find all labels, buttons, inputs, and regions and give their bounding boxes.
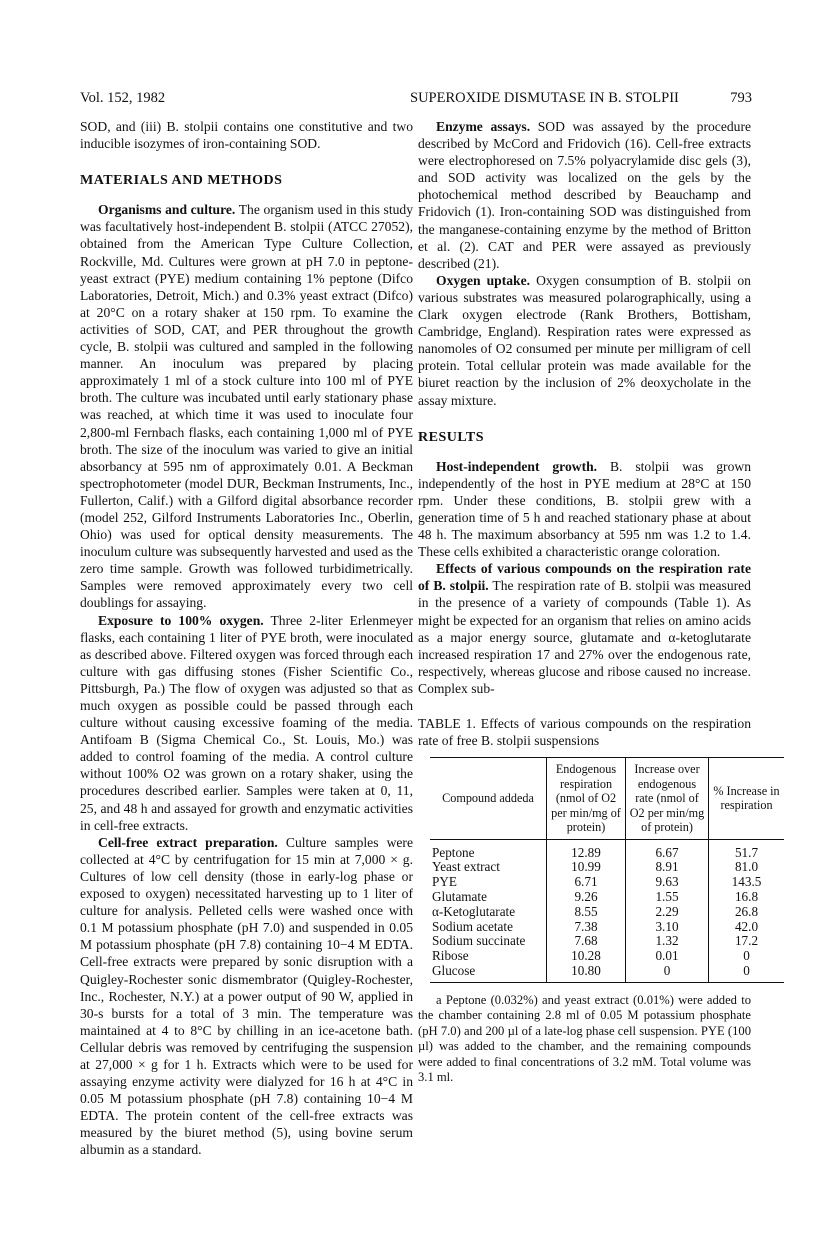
table-row: [430, 860, 784, 875]
subheading-exposure: Exposure to 100% oxygen.: [98, 612, 264, 628]
subheading-effects: Effects of various compounds on the respiration rate of B. stolpii.: [418, 561, 751, 594]
table-cell: 1.55: [626, 890, 709, 905]
table-header-compound: Compound addeda: [430, 758, 547, 840]
page-number: 793: [730, 90, 752, 106]
subheading-organisms: Organisms and culture.: [98, 202, 236, 218]
table-header-percent: % Increase in respiration: [709, 758, 785, 840]
table-cell: 143.5: [709, 875, 785, 890]
subheading-oxygen: Oxygen uptake.: [436, 272, 531, 288]
section-heading-results: RESULTS: [418, 429, 485, 445]
table-header-row: [430, 758, 784, 840]
table-cell: 0.01: [626, 949, 709, 964]
table-cell: 42.0: [709, 920, 785, 935]
section-heading-methods: MATERIALS AND METHODS: [80, 173, 283, 189]
table-row: [430, 949, 784, 964]
table-cell: 10.80: [547, 964, 626, 982]
paragraph-exposure: [80, 612, 413, 834]
table-cell: 7.68: [547, 934, 626, 949]
paragraph-effects: [418, 560, 751, 697]
left-column: [80, 118, 413, 1159]
table-cell: PYE: [432, 874, 457, 890]
table-row: [430, 839, 784, 860]
table-row: [430, 875, 784, 890]
table-cell: 9.63: [626, 875, 709, 890]
right-column: [418, 118, 780, 1086]
text-exposure: Three 2-liter Erlenmeyer flasks, each containing 1 liter of PYE broth, were inoculated as described above. Filtered oxygen was forced through each culture with gas diffusing stones (Fisher Scientific Co., Pittsburgh, Pa.) The flow of oxygen was adjusted so that as much oxygen as possible could be passed through each culture without causing excessive foaming of the media. Antifoam B (Sigma Chemical Co., St. Louis, Mo.) was added to control foaming of the media. A control culture without 100% O2 was grown on a rotary shaker, using the procedures described earlier. Samples were taken at 0, 11, 25, and 48 h and assayed for growth and enzymatic activities in cell-free extracts.: [80, 612, 413, 833]
table-cell: 6.71: [547, 875, 626, 890]
running-header: [80, 90, 752, 110]
table-header-increase: Increase over endogenous rate (nmol of O2 per min/mg of protein): [626, 758, 709, 840]
table-row: [430, 905, 784, 920]
table-cell: Glutamate: [432, 889, 487, 905]
table-cell: Sodium acetate: [432, 918, 513, 934]
table-cell: Sodium succinate: [432, 933, 526, 949]
paragraph-cellfree: [80, 834, 413, 1159]
table-cell: 9.26: [547, 890, 626, 905]
table-cell: Glucose: [430, 964, 547, 982]
table-cell: 0: [709, 964, 785, 982]
text-cellfree: Culture samples were collected at 4°C by centrifugation for 15 min at 7,000 × g. Cultures of low cell density (those in early-log phase or exposed to oxygen) necessitated harvesting up to 1 liter of culture for analysis. Pelleted cells were washed once with 0.1 M potassium phosphate (pH 7.0) and suspended in 0.05 M potassium phosphate (pH 7.8) containing 10−4 M EDTA. Cell-free extracts were prepared by sonic disruption with a Quigley-Rochester sonic dismembrator (Quigley-Rochester, Inc., Rochester, N.Y.) at a power output of 90 W, applied in 30-s bursts for a total of 3 min. The temperature was maintained at 4 to 8°C by chilling in an ice-acetone bath. Cellular debris was removed by centrifuging the suspension at 27,000 × g for 1 h. Extracts which were to be used for assaying enzyme activity were dialyzed for 16 h at 4°C in 0.05 M potassium phosphate (pH 7.8) containing 10−4 M EDTA. The protein content of the cell-free extracts was measured by the biuret method (5), using bovine serum albumin as a standard.: [80, 834, 413, 1158]
table-cell: 17.2: [709, 934, 785, 949]
table-cell: 10.28: [547, 949, 626, 964]
paragraph-enzyme: [418, 118, 751, 272]
respiration-table: [430, 757, 784, 983]
table-row: [430, 934, 784, 949]
table-cell: 7.38: [547, 920, 626, 935]
text-organisms: The organism used in this study was facultatively host-independent B. stolpii (ATCC 27052), obtained from the American Type Culture Collection, Rockville, Md. Cultures were grown at pH 7.0 in peptone-yeast extract (PYE) medium containing 1% peptone (Difco Laboratories, Detroit, Mich.) and 0.3% yeast extract (Difco) at 20°C on a rotary shaker at 150 rpm. To examine the activities of SOD, CAT, and PER throughout the growth cycle, B. stolpii was cultured and sampled in the following manner. An inoculum was prepared by placing approximately 1 ml of a stock culture into 100 ml of PYE broth. The culture was incubated until early stationary phase was reached, at which time it was used to inoculate four 2,800-ml Fernbach flasks, each containing 1,000 ml of PYE broth. The size of the inoculum was varied to give an initial absorbancy at 595 nm of approximately 0.01. A Beckman spectrophotometer (model DUR, Beckman Instruments, Inc., Fullerton, Calif.) with a Gilford digital absorbance recorder (model 252, Gilford Instruments Laboratories Inc., Oberlin, Ohio) was used for optical density measurements. The inoculum culture was subsequently harvested and used as the zero time sample. Growth was followed turbidimetrically. Samples were removed approximately every two cell doublings for assaying.: [80, 202, 413, 611]
table-cell: α-Ketoglutarate: [432, 903, 516, 919]
table-cell: 3.10: [626, 920, 709, 935]
table-cell: 81.0: [709, 860, 785, 875]
table-cell: 2.29: [626, 905, 709, 920]
table-cell: 16.8: [709, 890, 785, 905]
table-cell: 8.91: [626, 860, 709, 875]
table-cell: Ribose: [432, 948, 469, 964]
table-caption: TABLE 1. Effects of various compounds on the respiration rate of free B. stolpii suspensions: [418, 716, 751, 749]
subheading-enzyme: Enzyme assays.: [436, 119, 531, 134]
table-cell: 10.99: [547, 860, 626, 875]
paragraph-oxygen: [418, 272, 751, 409]
table-footnote: a Peptone (0.032%) and yeast extract (0.01%) were added to the chamber containing 2.8 ml of 0.05 M potassium phosphate (pH 7.0) and 200 µl of a late-log phase cell suspension. PYE (100 µl) was added to the chamber, and the remaining compounds were added to final concentrations of 3.2 mM. Total volume was 3.1 ml.: [418, 992, 751, 1085]
text-host: B. stolpii was grown independently of the host in PYE medium at 28°C at 150 rpm. Under these conditions, B. stolpii grew with a generation time of 5 h and reached stationary phase at about 48 h. The maximum absorbancy at 595 nm was 1.2 to 1.4. These cells exhibited a characteristic orange coloration.: [418, 458, 751, 560]
text-enzyme: SOD was assayed by the procedure described by McCord and Fridovich (16). Cell-free extracts were electrophoresed on 7.5% polyacrylamide disc gels (3), and SOD activity was localized on the gels by the photochemical method described by Beauchamp and Fridovich (1). Iron-containing SOD was distinguished from the manganese-containing enzyme by the method of Britton et al. (2). CAT and PER were assayed as previously described (21).: [418, 119, 752, 271]
subheading-cellfree: Cell-free extract preparation.: [98, 834, 278, 850]
running-title: SUPEROXIDE DISMUTASE IN B. STOLPII: [410, 90, 679, 106]
table-cell: 8.55: [547, 905, 626, 920]
table-row: [430, 890, 784, 905]
table-cell: 0: [709, 949, 785, 964]
paragraph-organisms: [80, 201, 413, 611]
table-row: [430, 920, 784, 935]
table-cell: 26.8: [709, 905, 785, 920]
table-cell: 6.67: [626, 839, 709, 860]
intro-paragraph: SOD, and (iii) B. stolpii contains one constitutive and two inducible isozymes of iron-containing SOD.: [80, 119, 413, 152]
table-cell: 1.32: [626, 934, 709, 949]
table-header-endogenous: Endogenous respiration (nmol of O2 per min/mg of protein): [547, 758, 626, 840]
subheading-host: Host-independent growth.: [436, 458, 598, 474]
table-row: [430, 964, 784, 982]
table-cell: 12.89: [547, 839, 626, 860]
volume-label: Vol. 152, 1982: [80, 90, 166, 106]
text-oxygen: Oxygen consumption of B. stolpii on various substrates was measured polarographically, using a Clark oxygen electrode (Rank Brothers, Bottisham, Cambridge, England). Respiration rates were expressed as nanomoles of O2 consumed per minute per milligram of cell protein. Total cellular protein was made available for the biuret reaction by the inclusion of 2% deoxycholate in the assay mixture.: [418, 272, 751, 408]
table-cell: 51.7: [709, 839, 785, 860]
text-effects: The respiration rate of B. stolpii was measured in the presence of a variety of compounds (Table 1). As might be expected for an organism that relies on amino acids as a major energy source, glutamate and α-ketoglutarate increased respiration 17 and 27% over the endogenous rate, respectively, whereas glucose and ribose caused no increase. Complex sub-: [418, 578, 751, 696]
paragraph-host: [418, 458, 751, 561]
table-cell: Peptone: [432, 844, 475, 860]
table-cell: Yeast extract: [432, 859, 500, 875]
table-cell: 0: [626, 964, 709, 982]
